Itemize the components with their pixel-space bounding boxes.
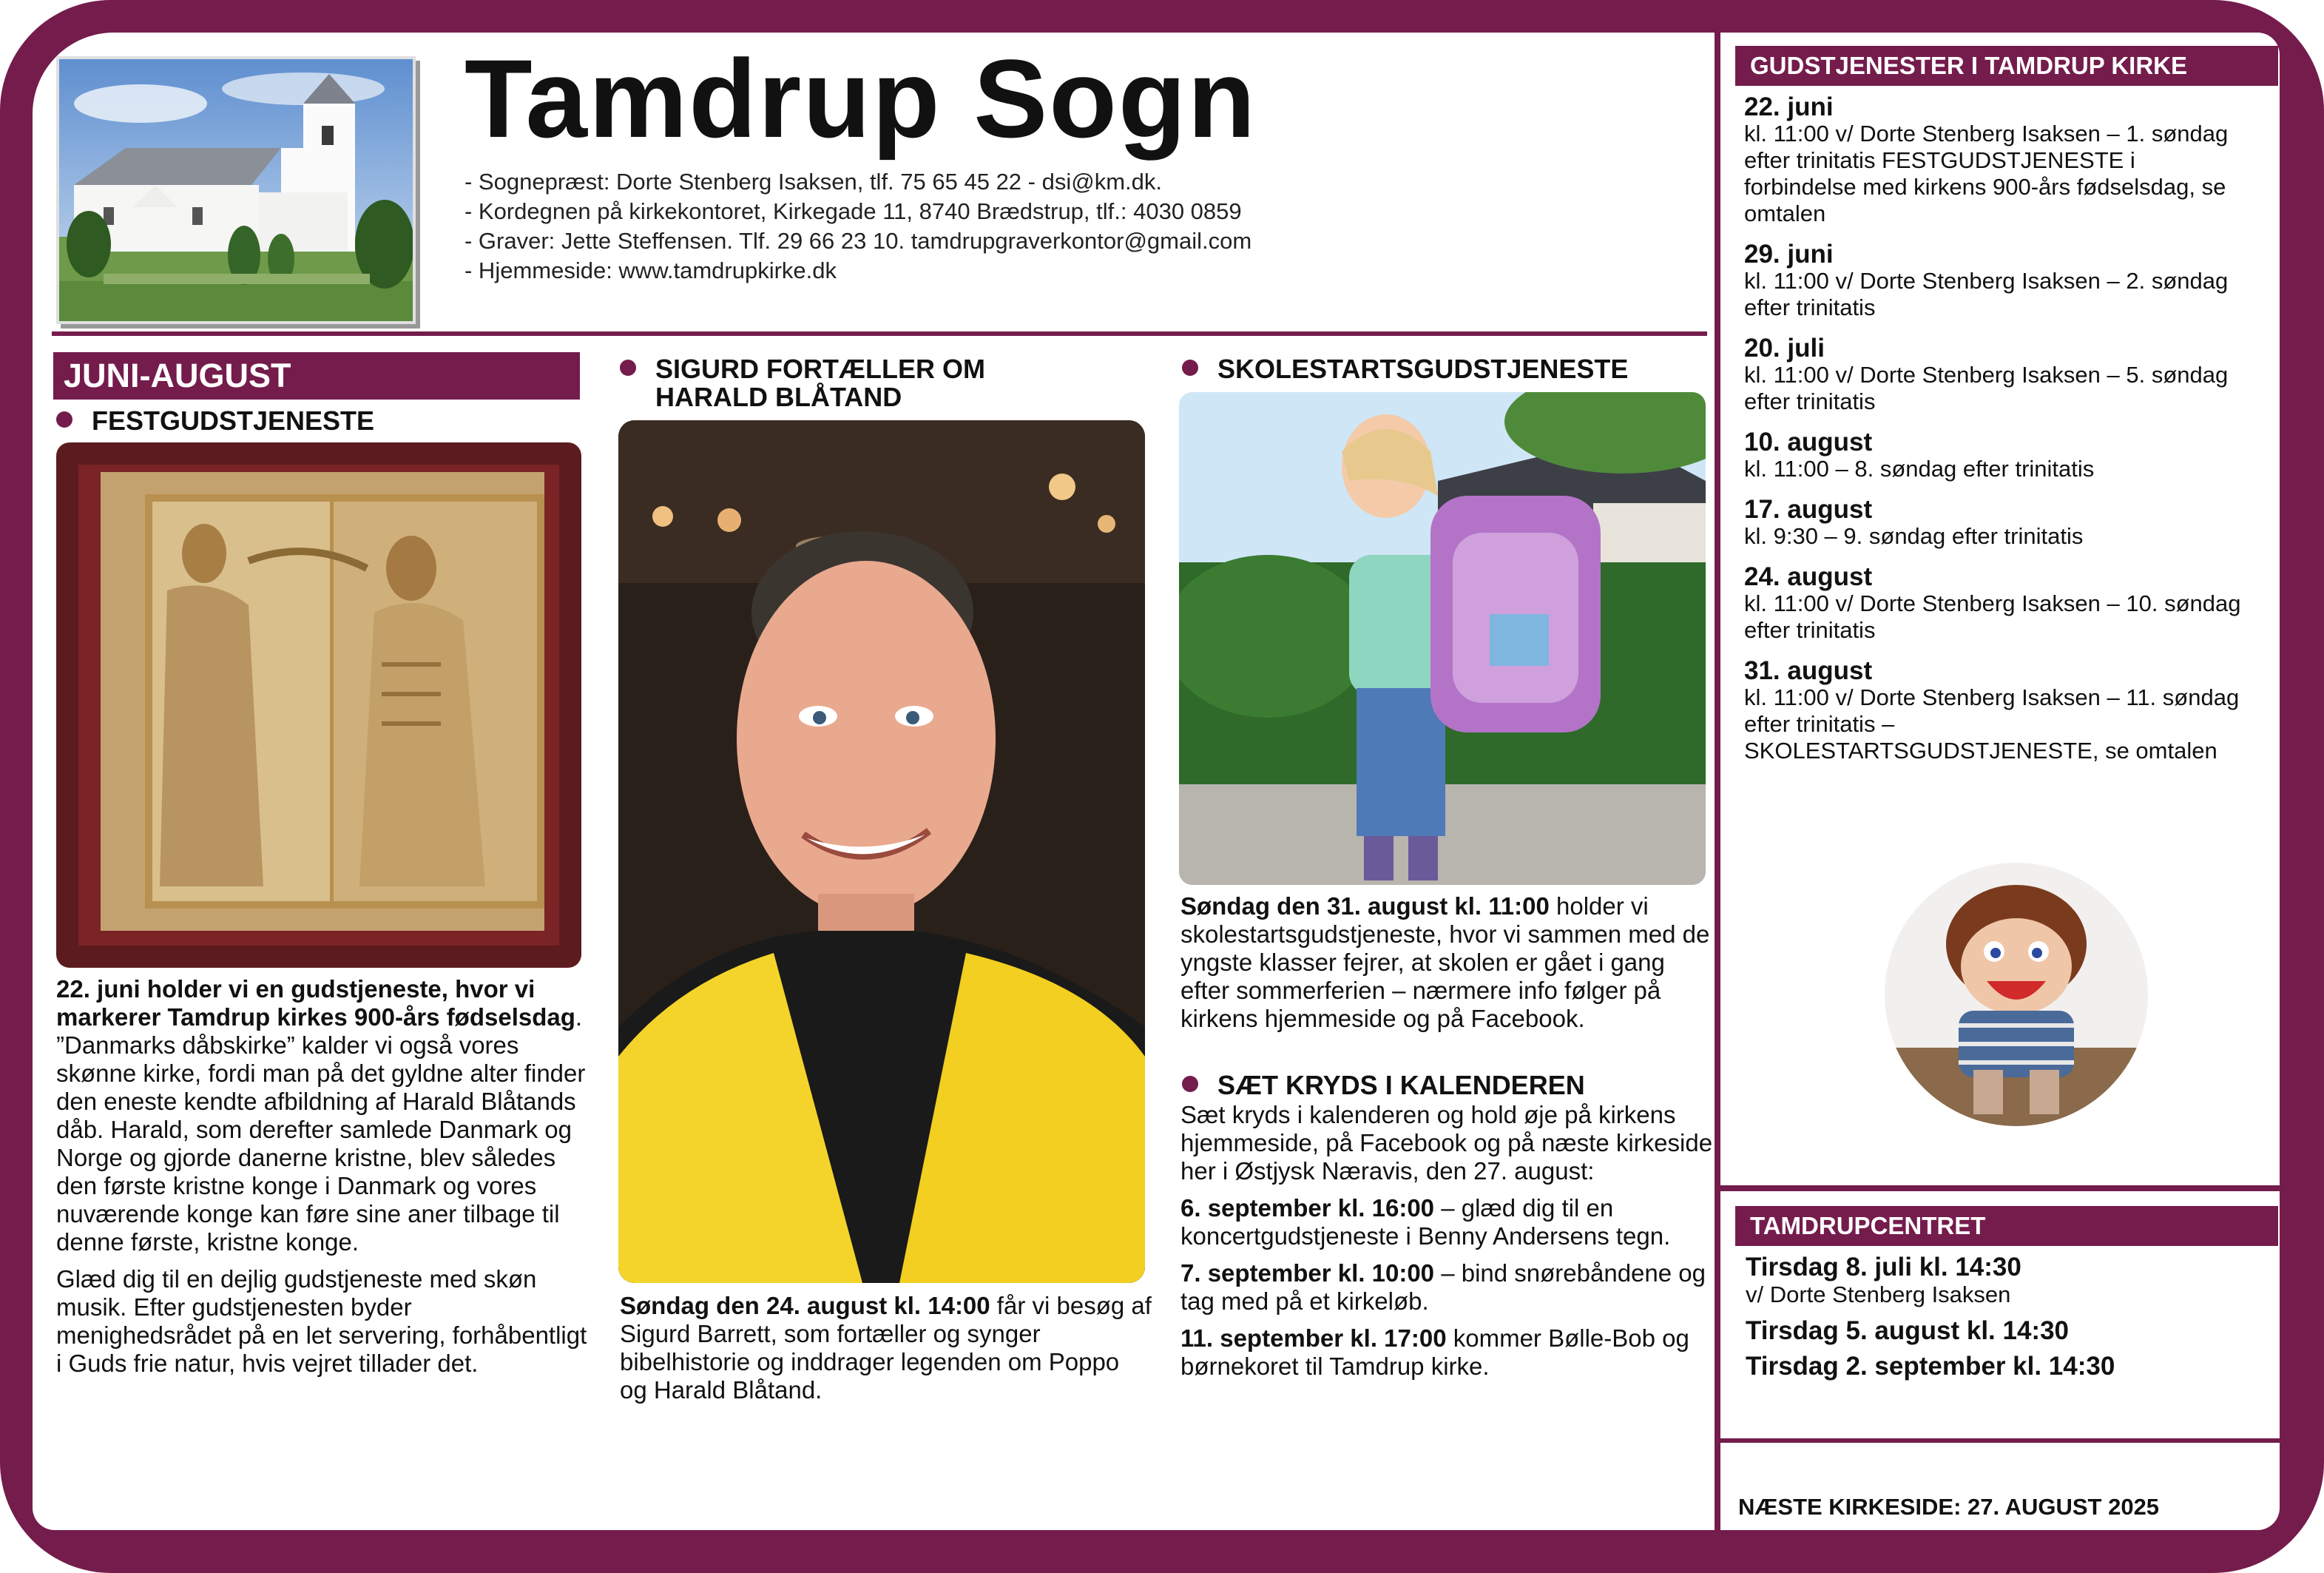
contact-line-graver: - Graver: Jette Steffensen. Tlf. 29 66 23 10. tamdrupgraverkontor@gmail.com [465,228,1252,254]
tamdrupcentret-list [1746,1253,2263,1381]
church-photo [56,56,416,324]
bullet-icon [56,411,72,428]
kalender-heading: SÆT KRYDS I KALENDEREN [1182,1071,1585,1099]
event-item: 6. september kl. 16:00 – glæd dig til en koncertgudstjeneste i Benny Andersens tegn. [1180,1194,1671,1250]
skolestart-lead: Søndag den 31. august kl. 11:00 [1180,892,1550,920]
tamdrupcentret-item: Tirsdag 8. juli kl. 14:30 [1746,1253,2021,1281]
festgudstjeneste-heading: FESTGUDSTJENESTE [56,407,374,435]
contact-line-priest: - Sognepræst: Dorte Stenberg Isaksen, tlf. 75 65 45 22 - dsi@km.dk. [465,169,1162,195]
sidebar-divider [1720,1438,2280,1443]
schedule-title: GUDSTJENESTER I TAMDRUP KIRKE [1735,46,2278,86]
schedule-item: 10. august kl. 11:00 – 8. søndag efter trinitatis [1744,428,2095,482]
sidebar-border [1715,33,1720,1530]
tamdrupcentret-item: Tirsdag 2. september kl. 14:30 [1746,1352,2115,1381]
sidebar-divider [1720,1185,2280,1191]
golden-altar-photo [56,442,581,968]
festgudstjeneste-text [56,975,589,1378]
festgudstjeneste-lead: 22. juni holder vi en gudstjeneste, hvor vi markerer Tamdrup kirkes 900-års fødselsdag [56,975,575,1031]
schedule-item: 17. august kl. 9:30 – 9. søndag efter trinitatis [1744,495,2084,549]
skolestart-heading: SKOLESTARTSGUDSTJENESTE [1182,355,1628,383]
schedule-item: 31. august kl. 11:00 v/ Dorte Stenberg Isaksen – 11. søndag efter trinitatis – SKOLESTARTSGUDSTJENESTE, se omtalen [1744,656,2240,764]
skolestart-text [1180,892,1713,1033]
schoolgirl-photo [1179,392,1706,885]
event-item: 11. september kl. 17:00 kommer Bølle-Bob og børnekoret til Tamdrup kirke. [1180,1324,1689,1380]
header-divider [52,331,1707,336]
contact-line-office: - Kordegnen på kirkekontoret, Kirkegade 11, 8740 Brædstrup, tlf.: 4030 0859 [465,198,1242,224]
bullet-icon [1182,360,1198,376]
contact-line-website[interactable]: - Hjemmeside: www.tamdrupkirke.dk [465,257,837,283]
schedule-item: 20. juli kl. 11:00 v/ Dorte Stenberg Isaksen – 5. søndag efter trinitatis [1744,334,2229,414]
tamdrupcentret-title: TAMDRUPCENTRET [1735,1206,2278,1246]
festgudstjeneste-para2: Glæd dig til en dejlig gudstjeneste med skøn musik. Efter gudstjenesten byder menighedsrådet på en let servering, forhåbentligt i Guds frie natur, hvis vejret tillader det. [56,1265,587,1377]
bullet-icon [1182,1076,1198,1092]
tamdrupcentret-item: Tirsdag 5. august kl. 14:30 [1746,1316,2070,1345]
bullet-icon [620,360,636,376]
skolestart-body: holder vi skolestartsgudstjeneste, hvor vi sammen med de yngste klasser fejrer, at skolen er gået i gang efter sommerferien – nærmere info følger på kirkens hjemmeside og på Facebook. [1180,892,1710,1032]
sigurd-body: får vi besøg af Sigurd Barrett, som fortæller og synger bibelhistorie og inddrager legenden om Poppo og Harald Blåtand. [620,1292,1152,1404]
puppet-photo [1885,863,2148,1126]
kalender-intro: Sæt kryds i kalenderen og hold øje på kirkens hjemmeside, på Facebook og på næste kirkeside her i Østjysk Næravis, den 27. august: [1180,1101,1713,1185]
sigurd-barrett-photo [618,420,1145,1283]
section-title-text: JUNI-AUGUST [64,357,291,394]
sigurd-text [620,1292,1152,1404]
schedule-list [1744,93,2247,778]
schedule-item: 29. juni kl. 11:00 v/ Dorte Stenberg Isaksen – 2. søndag efter trinitatis [1744,240,2229,320]
tamdrupcentret-sub: v/ Dorte Stenberg Isaksen [1746,1281,2011,1307]
sigurd-lead: Søndag den 24. august kl. 14:00 [620,1292,990,1319]
schedule-item: 22. juni kl. 11:00 v/ Dorte Stenberg Isaksen – 1. søndag efter trinitatis FESTGUDSTJENESTE i forbindelse med kirkens 900-års fødselsdag, se omtalen [1744,92,2229,226]
sigurd-heading: SIGURD FORTÆLLER OM HARALD BLÅTAND [620,355,1152,411]
contact-info [465,167,1441,286]
festgudstjeneste-body: . ”Danmarks dåbskirke” kalder vi også vores skønne kirke, fordi man på det gyldne alter finder den eneste kendte afbildning af Harald Blåtands dåb. Harald, som derefter samlede Danmark og Norge og gjorde danerne kristne, blev således den første kristne konge i Danmark og vores nuværende konge kan føre sine aner tilbage til denne første, kristne konge. [56,1003,586,1256]
section-title [53,352,580,400]
kalender-text [1180,1101,1713,1381]
page-title: Tamdrup Sogn [465,36,1257,161]
event-item: 7. september kl. 10:00 – bind snørebåndene og tag med på et kirkeløb. [1180,1259,1706,1315]
schedule-item: 24. august kl. 11:00 v/ Dorte Stenberg Isaksen – 10. søndag efter trinitatis [1744,562,2241,643]
next-issue: NÆSTE KIRKESIDE: 27. AUGUST 2025 [1738,1494,2160,1520]
